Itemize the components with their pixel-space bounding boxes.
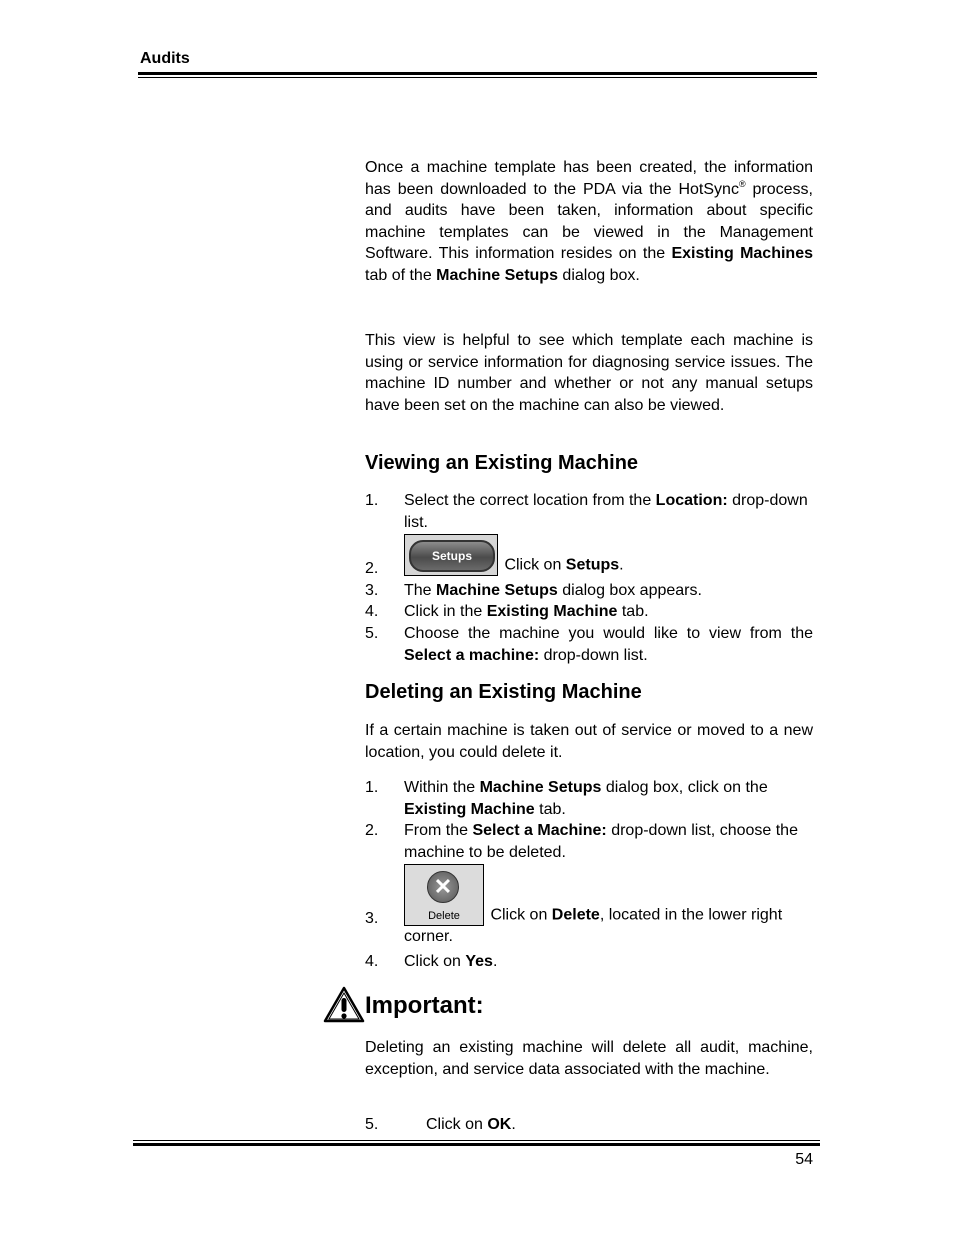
viewing-heading: Viewing an Existing Machine — [365, 452, 639, 474]
step-number: 2. — [365, 822, 379, 839]
step-text: . — [619, 556, 624, 574]
ok-term: OK — [487, 1116, 512, 1133]
step-text: Click in the — [404, 603, 487, 620]
intro-text-b: process, and audits have been taken, information about specific machine templates can be viewed in the Management Software. This information resides on the — [365, 180, 813, 262]
step-text: , located in the lower right corner. — [404, 906, 783, 945]
setups-button-image — [404, 534, 498, 576]
delete-button-label: Delete — [428, 910, 460, 922]
intro-text-c: tab of the — [365, 266, 437, 284]
setups-button-label: Setups — [409, 540, 495, 572]
intro-text-a: Once a machine template has been created, the information has been downloaded to the PDA via the HotSync — [365, 159, 813, 198]
step-text: tab. — [534, 800, 566, 818]
intro-paragraph-1 — [365, 157, 813, 286]
location-term: Location: — [655, 492, 728, 509]
close-icon: ✕ — [427, 871, 459, 903]
step-text: Within the — [404, 779, 480, 796]
step-text: dialog box appears. — [557, 582, 702, 599]
intro-text-d: dialog box. — [557, 266, 640, 284]
deleting-step-4 — [365, 951, 813, 973]
deleting-step-1 — [365, 777, 813, 820]
step-text: Click on — [486, 906, 552, 924]
step-number: 2. — [365, 560, 379, 577]
viewing-step-4 — [365, 601, 813, 623]
header-rule-thin — [138, 77, 817, 78]
existing-machine-term: Existing Machine — [486, 603, 618, 620]
select-a-machine-term: Select a Machine: — [472, 822, 607, 839]
registered-mark: ® — [738, 178, 746, 189]
step-text: drop-down list, choose the machine to be deleted. — [404, 822, 798, 861]
step-text: drop-down list. — [539, 646, 648, 664]
warning-icon — [323, 986, 365, 1024]
deleting-step-2 — [365, 820, 813, 863]
machine-setups-term: Machine Setups — [436, 266, 558, 284]
viewing-step-3 — [365, 580, 813, 602]
viewing-step-2 — [365, 534, 813, 576]
step-number: 4. — [365, 953, 379, 970]
step-text: Select the correct location from the — [404, 492, 656, 509]
step-text: Choose the machine you would like to view from the — [404, 625, 813, 642]
machine-setups-term: Machine Setups — [436, 582, 558, 599]
page-number: 54 — [795, 1151, 813, 1168]
deleting-intro: If a certain machine is taken out of service or moved to a new location, you could delete it. — [365, 722, 813, 761]
delete-term: Delete — [551, 906, 600, 924]
machine-setups-term: Machine Setups — [479, 779, 602, 796]
select-a-machine-term: Select a machine: — [404, 646, 540, 664]
step-number: 1. — [365, 492, 379, 509]
viewing-step-5 — [365, 623, 813, 666]
step-text: dialog box, click on the — [601, 779, 768, 796]
important-text: Deleting an existing machine will delete all audit, machine, exception, and service data associated with the machine. — [365, 1039, 813, 1078]
viewing-step-1 — [365, 490, 813, 533]
step-text: The — [404, 582, 437, 599]
yes-term: Yes — [465, 953, 493, 970]
step-text: Click on — [500, 556, 566, 574]
step-number: 3. — [365, 582, 379, 599]
step-number: 1. — [365, 779, 379, 796]
step-text: drop-down list. — [404, 492, 808, 531]
step-number: 5. — [365, 1116, 379, 1133]
intro-paragraph-2: This view is helpful to see which template each machine is using or service information for diagnosing service issues. The machine ID number and whether or not any manual setups have been set on the machine can also be viewed. — [365, 332, 813, 414]
footer-rule-thick — [133, 1143, 820, 1146]
existing-machines-term: Existing Machines — [671, 245, 813, 262]
running-header: Audits — [140, 50, 190, 67]
delete-button-image — [404, 864, 484, 926]
step-text: Click on — [404, 953, 466, 970]
step-text: . — [492, 953, 498, 970]
step-text: From the — [404, 822, 473, 839]
step-text: Click on — [426, 1116, 488, 1133]
setups-term: Setups — [565, 556, 620, 574]
step-text: . — [511, 1116, 516, 1133]
deleting-step-3 — [365, 864, 813, 948]
existing-machine-term: Existing Machine — [404, 800, 535, 818]
deleting-heading: Deleting an Existing Machine — [365, 681, 642, 703]
step-text: tab. — [617, 603, 649, 620]
footer-rule-thin — [133, 1140, 820, 1141]
step-number: 5. — [365, 625, 379, 642]
step-5-ok — [365, 1114, 813, 1136]
step-number: 4. — [365, 603, 379, 620]
step-number: 3. — [365, 910, 379, 927]
header-rule-thick — [138, 72, 817, 75]
important-title: Important: — [365, 992, 484, 1019]
